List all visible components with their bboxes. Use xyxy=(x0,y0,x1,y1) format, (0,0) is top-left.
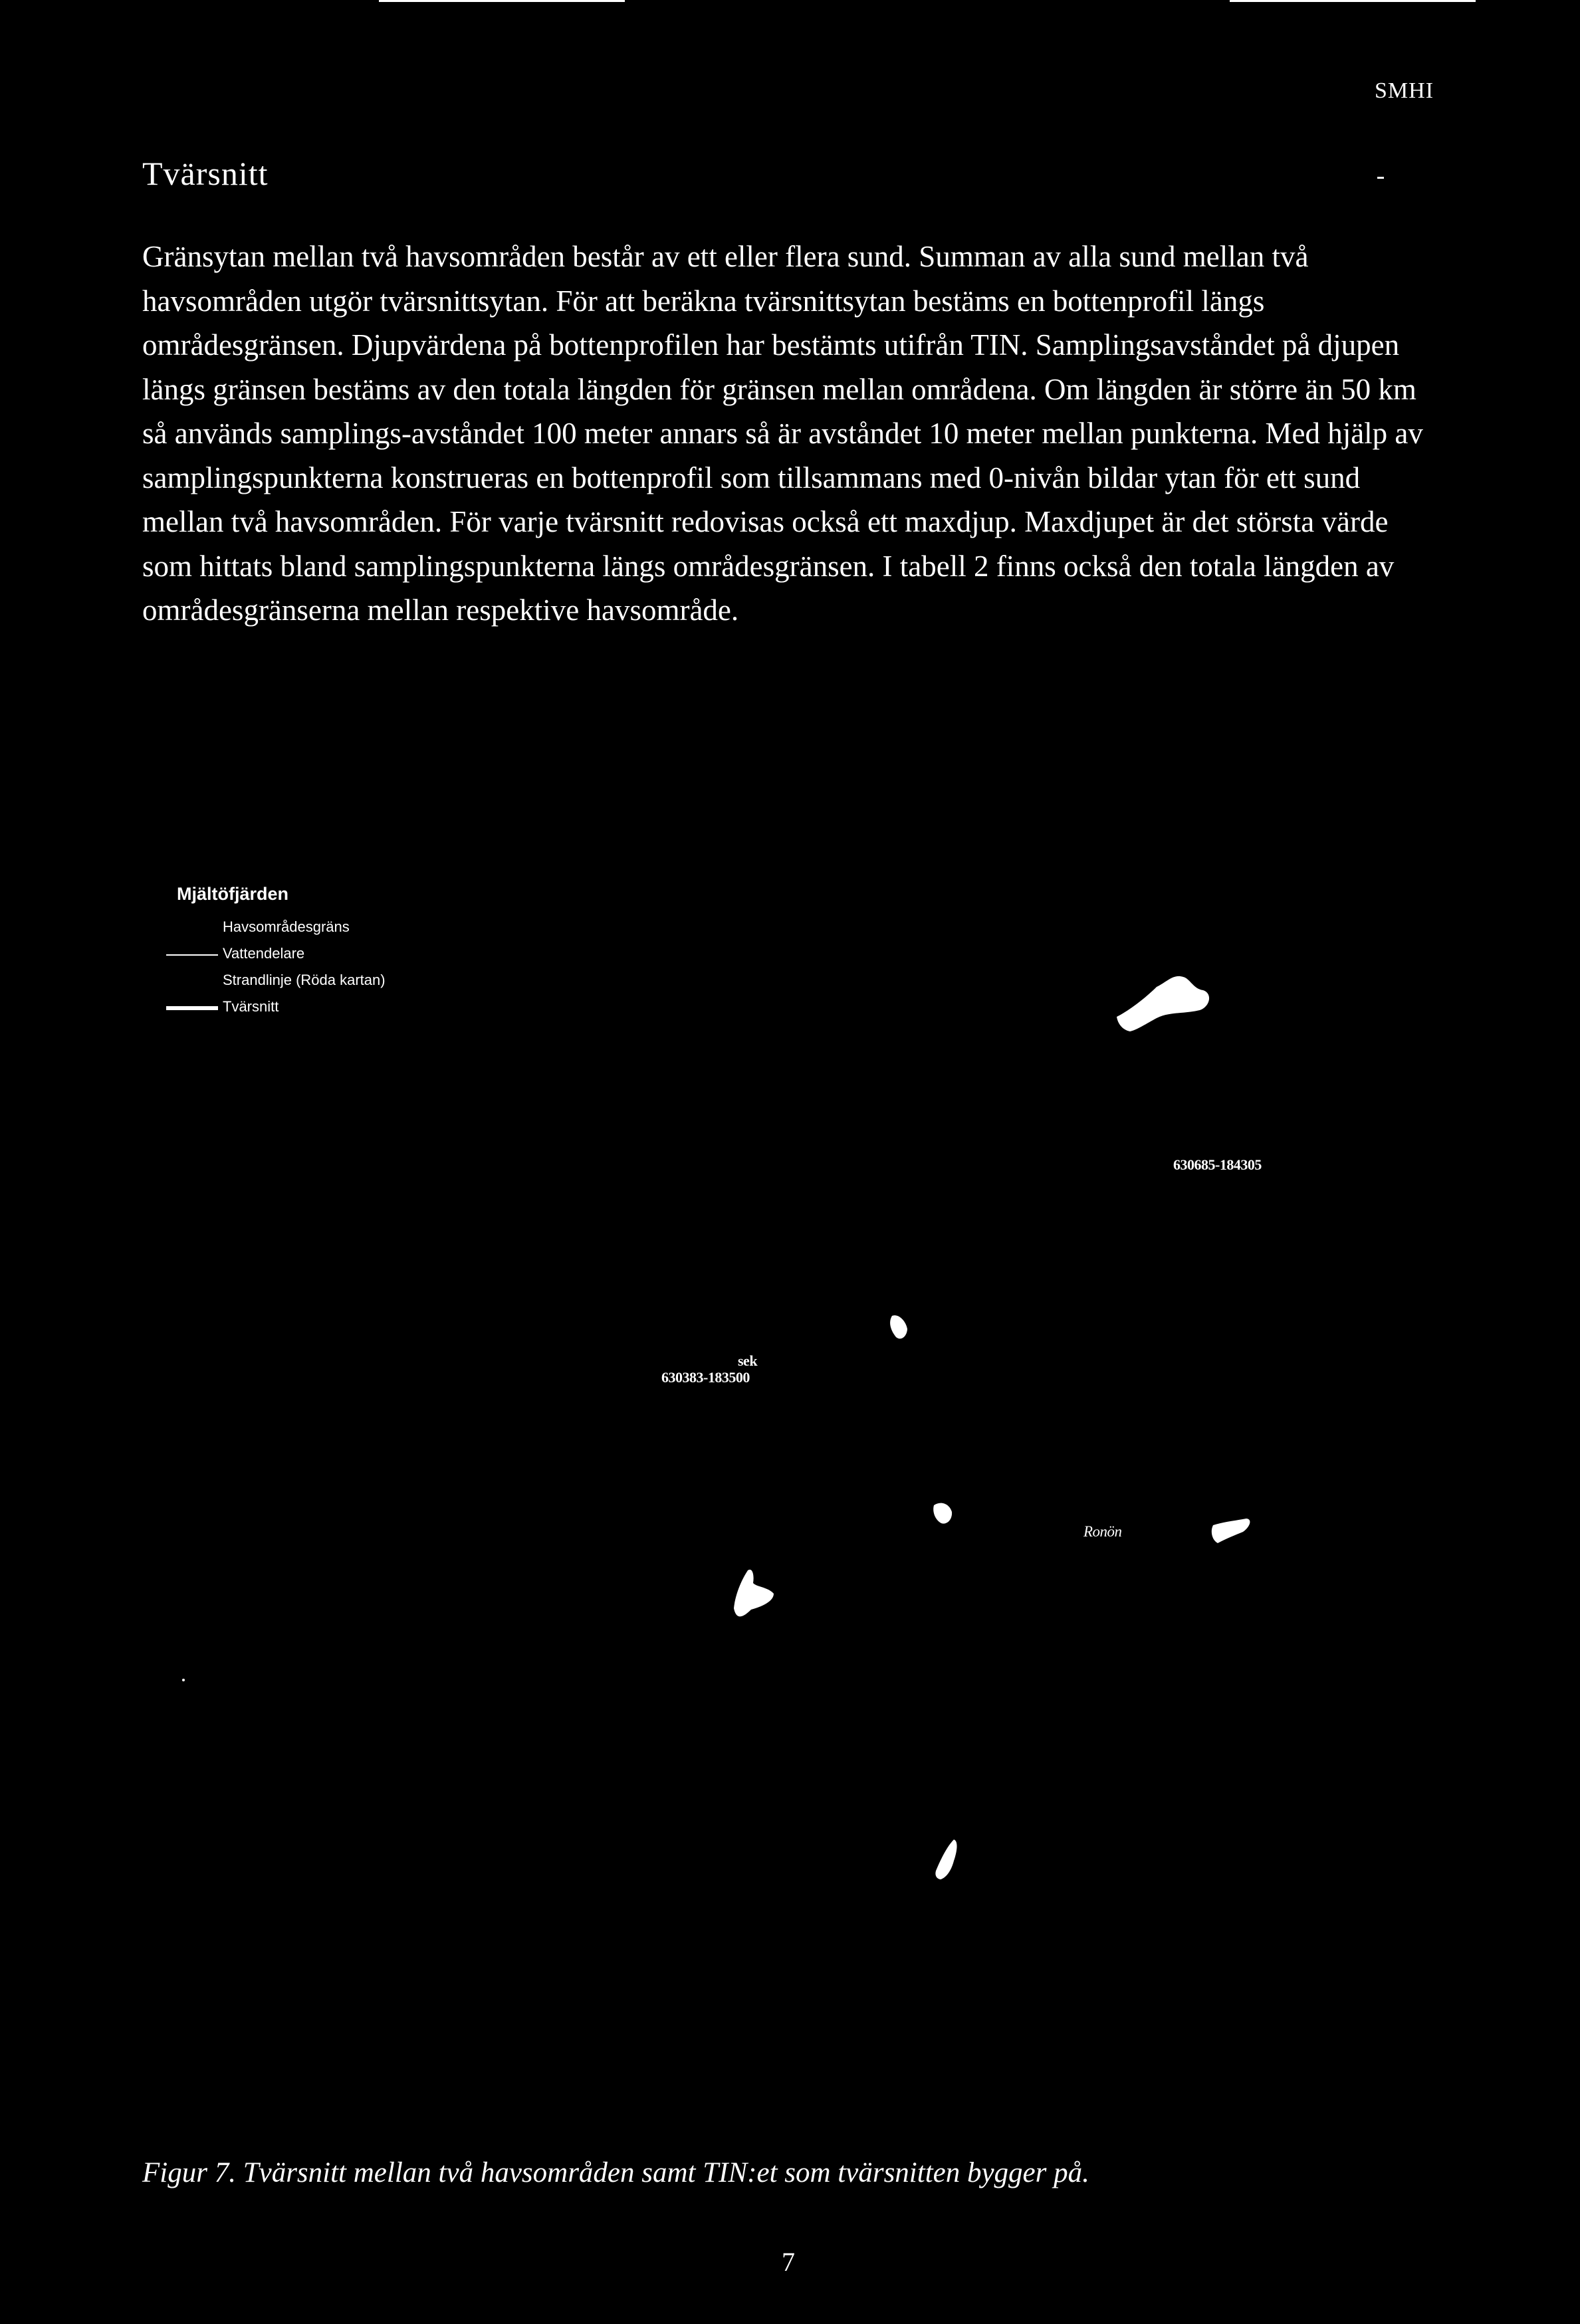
section-title: Tvärsnitt xyxy=(142,155,269,192)
figure-map xyxy=(146,864,1436,2107)
figure-caption: Figur 7. Tvärsnitt mellan två havsområden samt TIN:et som tvärsnitten bygger på. xyxy=(142,2157,1089,2188)
island-shape-small-2 xyxy=(933,1503,952,1524)
body-paragraph: Gränsytan mellan två havsområden består av ett eller flera sund. Summan av alla sund mellan två havsområden utgör tvärsnittsytan. För att beräkna tvärsnittsytan bestäms en bottenprofil längs områdesgränsen. Djupvärdena på bottenprofilen har bestämts utifrån TIN. Samplingsavståndet på djupen längs gränsen bestäms av den totala längden för gränsen mellan områdena. Om längden är större än 50 km så används samplings-avståndet 100 meter annars så är avståndet 10 meter mellan punkterna. Med hjälp av samplingspunkterna konstrueras en bottenprofil som tillsammans med 0-nivån bildar ytan för ett sund mellan två havsområden. För varje tvärsnitt redovisas också ett maxdjup. Maxdjupet är det största värde som hittats bland samplingspunkterna längs områdesgränsen. I tabell 2 finns också den totala längden av områdesgränserna mellan respektive havsområde. xyxy=(142,240,1423,627)
cross-section-label-2: 630383-183500 xyxy=(661,1369,750,1386)
header-org: SMHI xyxy=(1375,78,1434,103)
speck-mark xyxy=(182,1679,185,1681)
legend-line-thin xyxy=(166,954,218,956)
island-shape-ronon xyxy=(1212,1519,1250,1543)
island-label-ronon: Ronön xyxy=(1083,1523,1122,1540)
legend-label: Havsområdesgräns xyxy=(223,918,350,935)
top-rule-right xyxy=(1230,0,1476,2)
island-shape-small-1 xyxy=(890,1315,907,1338)
page-number: 7 xyxy=(782,2247,795,2277)
cross-section-label-1: 630685-184305 xyxy=(1173,1156,1262,1173)
legend-line-thick xyxy=(166,1006,218,1010)
island-shape-west xyxy=(734,1570,774,1617)
legend-label: Tvärsnitt xyxy=(223,998,279,1015)
island-shape-northeast xyxy=(1117,976,1209,1031)
island-shape-south xyxy=(935,1840,957,1879)
top-rule-left xyxy=(379,0,625,2)
margin-mark xyxy=(1377,177,1384,179)
legend-label: Strandlinje (Röda kartan) xyxy=(223,972,386,988)
legend-title: Mjältöfjärden xyxy=(177,884,289,904)
legend-label: Vattendelare xyxy=(223,945,305,962)
map-shapes xyxy=(146,864,1436,2107)
cross-section-label-2-top: sek xyxy=(738,1352,758,1369)
